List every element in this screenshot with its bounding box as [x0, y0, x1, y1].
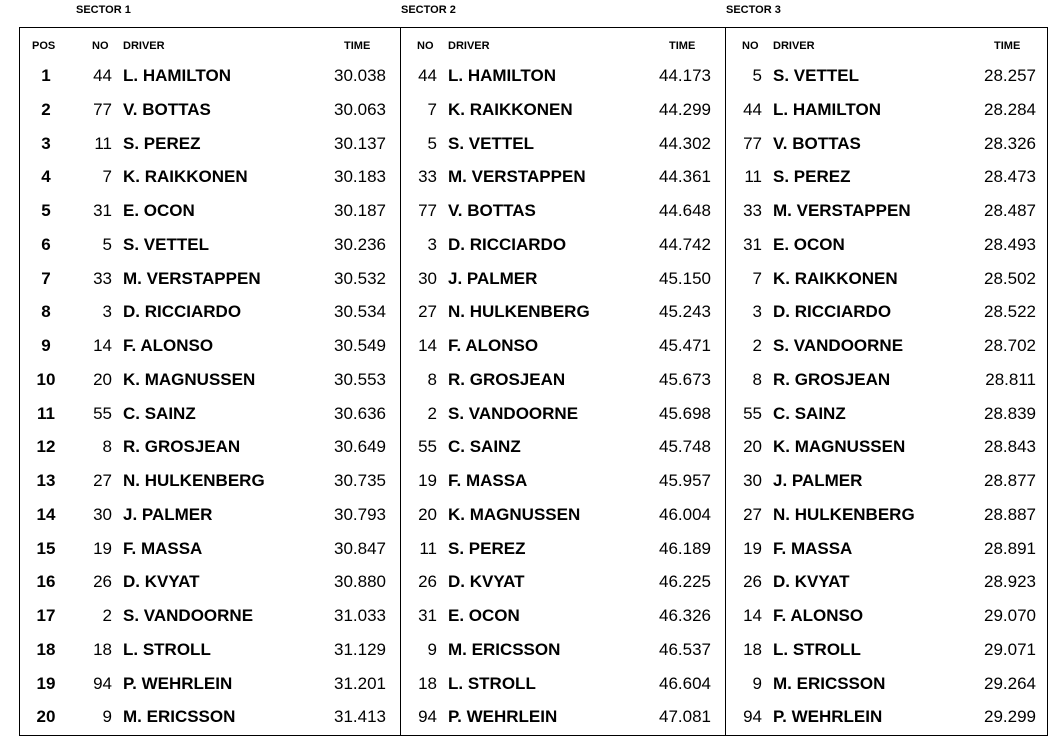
driver-name: E. OCON: [773, 235, 845, 254]
time-header: TIME: [994, 40, 1021, 52]
driver-name: L. STROLL: [123, 640, 211, 659]
position-cell: 12: [36, 437, 56, 456]
sector-time: 45.150: [659, 269, 711, 288]
car-number: 2: [752, 336, 762, 355]
sector-time: 28.487: [984, 201, 1036, 220]
driver-name: K. RAIKKONEN: [448, 100, 573, 119]
driver-name: S. VETTEL: [448, 134, 534, 153]
sector-time: 46.004: [659, 505, 711, 524]
driver-name: K. RAIKKONEN: [123, 167, 248, 186]
car-number: 3: [752, 302, 762, 321]
driver-name: R. GROSJEAN: [448, 370, 566, 389]
sector-time: 46.225: [659, 572, 711, 591]
driver-name: K. RAIKKONEN: [773, 269, 898, 288]
car-number: 94: [93, 674, 112, 693]
driver-name: R. GROSJEAN: [773, 370, 891, 389]
position-cell: 17: [36, 606, 56, 625]
sector-time: 44.742: [659, 235, 711, 254]
driver-name: J. PALMER: [123, 505, 213, 524]
sector-time: 31.033: [334, 606, 386, 625]
car-number: 44: [418, 66, 437, 85]
sector-time: 30.880: [334, 572, 386, 591]
driver-name: F. ALONSO: [123, 336, 214, 355]
driver-name: D. RICCIARDO: [123, 302, 242, 321]
driver-name: P. WEHRLEIN: [123, 674, 233, 693]
sector-time: 44.302: [659, 134, 711, 153]
car-number: 8: [427, 370, 437, 389]
car-number: 11: [419, 539, 437, 558]
driver-name: S. PEREZ: [773, 167, 851, 186]
car-number: 11: [744, 167, 762, 186]
sector-time: 28.877: [984, 471, 1036, 490]
car-number: 33: [418, 167, 437, 186]
position-cell: 19: [36, 674, 56, 693]
sector-time: 29.299: [984, 707, 1036, 726]
no-header: NO: [417, 40, 434, 52]
pos-header: POS: [32, 40, 56, 52]
sector-time: 30.187: [334, 201, 386, 220]
car-number: 18: [418, 674, 437, 693]
car-number: 19: [743, 539, 762, 558]
car-number: 55: [418, 437, 437, 456]
car-number: 20: [93, 370, 112, 389]
sector-time: 45.748: [659, 437, 711, 456]
car-number: 33: [93, 269, 112, 288]
sector-time: 28.326: [984, 134, 1036, 153]
driver-name: D. KVYAT: [448, 572, 525, 591]
driver-name: P. WEHRLEIN: [448, 707, 558, 726]
car-number: 31: [93, 201, 112, 220]
car-number: 9: [427, 640, 437, 659]
sector-time: 44.361: [659, 167, 711, 186]
sector-time: 45.471: [659, 336, 711, 355]
position-cell: 8: [41, 302, 51, 321]
car-number: 26: [418, 572, 437, 591]
driver-name: F. MASSA: [123, 539, 203, 558]
sector-time: 46.537: [659, 640, 711, 659]
car-number: 8: [102, 437, 112, 456]
driver-name: D. RICCIARDO: [448, 235, 567, 254]
position-cell: 4: [41, 167, 51, 186]
sector-time: 46.189: [659, 539, 711, 558]
car-number: 19: [93, 539, 112, 558]
sector-time: 28.473: [984, 167, 1036, 186]
car-number: 30: [93, 505, 112, 524]
car-number: 30: [418, 269, 437, 288]
driver-name: R. GROSJEAN: [123, 437, 241, 456]
car-number: 31: [418, 606, 437, 625]
car-number: 26: [93, 572, 112, 591]
sector-time: 30.137: [334, 134, 386, 153]
car-number: 8: [752, 370, 762, 389]
car-number: 7: [752, 269, 762, 288]
driver-name: F. ALONSO: [448, 336, 539, 355]
sector-time: 29.071: [984, 640, 1036, 659]
car-number: 14: [418, 336, 437, 355]
sector-time: 30.534: [334, 302, 386, 321]
car-number: 77: [93, 100, 112, 119]
position-cell: 7: [41, 269, 51, 288]
car-number: 11: [94, 134, 112, 153]
sector-time: 44.299: [659, 100, 711, 119]
car-number: 20: [418, 505, 437, 524]
position-cell: 10: [36, 370, 56, 389]
sector-time: 30.549: [334, 336, 386, 355]
car-number: 27: [418, 302, 437, 321]
car-number: 3: [427, 235, 437, 254]
driver-name: K. MAGNUSSEN: [123, 370, 256, 389]
car-number: 20: [743, 437, 762, 456]
driver-name: D. RICCIARDO: [773, 302, 892, 321]
car-number: 18: [743, 640, 762, 659]
sector-time: 30.793: [334, 505, 386, 524]
car-number: 14: [743, 606, 762, 625]
car-number: 31: [743, 235, 762, 254]
driver-name: D. KVYAT: [123, 572, 200, 591]
sector-time: 47.081: [659, 707, 711, 726]
sector-time: 28.522: [984, 302, 1036, 321]
sector-time: 30.063: [334, 100, 386, 119]
position-cell: 20: [36, 707, 56, 726]
car-number: 77: [743, 134, 762, 153]
driver-name: V. BOTTAS: [123, 100, 211, 119]
driver-name: S. PEREZ: [123, 134, 201, 153]
sector-2-title: SECTOR 2: [401, 4, 456, 16]
sector-time: 28.284: [984, 100, 1036, 119]
sector-3-title: SECTOR 3: [726, 4, 781, 16]
time-header: TIME: [344, 40, 371, 52]
position-cell: 16: [36, 572, 56, 591]
driver-name: N. HULKENBERG: [123, 471, 265, 490]
position-cell: 1: [41, 66, 51, 85]
sector-time: 45.243: [659, 302, 711, 321]
sector-divider: [725, 27, 726, 736]
car-number: 44: [743, 100, 762, 119]
driver-name: M. VERSTAPPEN: [123, 269, 261, 288]
driver-name: S. VANDOORNE: [448, 404, 579, 423]
driver-name: F. MASSA: [773, 539, 853, 558]
driver-name: S. VANDOORNE: [773, 336, 904, 355]
sector-1-title: SECTOR 1: [76, 4, 131, 16]
car-number: 7: [102, 167, 112, 186]
sector-time: 28.923: [984, 572, 1036, 591]
sector-time: 30.847: [334, 539, 386, 558]
car-number: 5: [427, 134, 437, 153]
sector-time: 28.702: [984, 336, 1036, 355]
sector-time: 31.129: [334, 640, 386, 659]
sector-time: 28.843: [984, 437, 1036, 456]
car-number: 5: [102, 235, 112, 254]
car-number: 9: [102, 707, 112, 726]
sector-time: 31.413: [334, 707, 386, 726]
driver-name: J. PALMER: [448, 269, 538, 288]
driver-name: F. MASSA: [448, 471, 528, 490]
car-number: 94: [418, 707, 437, 726]
driver-name: M. VERSTAPPEN: [773, 201, 911, 220]
driver-name: E. OCON: [123, 201, 195, 220]
car-number: 94: [743, 707, 762, 726]
sector-time: 28.839: [984, 404, 1036, 423]
sector-time: 31.201: [334, 674, 386, 693]
sector-time: 44.173: [659, 66, 711, 85]
sector-time: 45.957: [659, 471, 711, 490]
driver-name: L. STROLL: [448, 674, 536, 693]
sector-time: 29.264: [984, 674, 1036, 693]
time-header: TIME: [669, 40, 696, 52]
car-number: 7: [427, 100, 437, 119]
position-cell: 6: [41, 235, 51, 254]
sector-time: 45.698: [659, 404, 711, 423]
car-number: 33: [743, 201, 762, 220]
sector-time: 28.891: [984, 539, 1036, 558]
car-number: 26: [743, 572, 762, 591]
driver-name: L. STROLL: [773, 640, 861, 659]
driver-name: M. VERSTAPPEN: [448, 167, 586, 186]
driver-name: F. ALONSO: [773, 606, 864, 625]
sector-time: 28.493: [984, 235, 1036, 254]
car-number: 3: [102, 302, 112, 321]
no-header: NO: [92, 40, 109, 52]
sector-time: 30.038: [334, 66, 386, 85]
driver-name: C. SAINZ: [773, 404, 846, 423]
driver-header: DRIVER: [448, 40, 490, 52]
sector-time: 28.502: [984, 269, 1036, 288]
sector-time: 28.887: [984, 505, 1036, 524]
driver-name: N. HULKENBERG: [773, 505, 915, 524]
sector-divider: [400, 27, 401, 736]
driver-name: M. ERICSSON: [773, 674, 886, 693]
position-cell: 15: [36, 539, 56, 558]
sector-time: 44.648: [659, 201, 711, 220]
driver-name: J. PALMER: [773, 471, 863, 490]
driver-name: S. VETTEL: [123, 235, 209, 254]
car-number: 5: [752, 66, 762, 85]
sector-time: 46.604: [659, 674, 711, 693]
car-number: 44: [93, 66, 112, 85]
driver-name: S. VANDOORNE: [123, 606, 254, 625]
position-cell: 2: [41, 100, 51, 119]
driver-name: V. BOTTAS: [773, 134, 861, 153]
sector-time: 30.183: [334, 167, 386, 186]
position-cell: 11: [37, 404, 55, 423]
car-number: 30: [743, 471, 762, 490]
driver-name: K. MAGNUSSEN: [773, 437, 906, 456]
driver-name: V. BOTTAS: [448, 201, 536, 220]
position-cell: 13: [36, 471, 56, 490]
sector-time: 30.649: [334, 437, 386, 456]
driver-name: S. PEREZ: [448, 539, 526, 558]
sector-time: 30.636: [334, 404, 386, 423]
sector-time: 46.326: [659, 606, 711, 625]
driver-name: K. MAGNUSSEN: [448, 505, 581, 524]
driver-name: C. SAINZ: [448, 437, 521, 456]
driver-header: DRIVER: [123, 40, 165, 52]
driver-name: S. VETTEL: [773, 66, 859, 85]
driver-name: L. HAMILTON: [123, 66, 231, 85]
no-header: NO: [742, 40, 759, 52]
car-number: 2: [102, 606, 112, 625]
car-number: 55: [93, 404, 112, 423]
car-number: 27: [743, 505, 762, 524]
car-number: 77: [418, 201, 437, 220]
car-number: 27: [93, 471, 112, 490]
sector-time: 30.553: [334, 370, 386, 389]
driver-name: M. ERICSSON: [448, 640, 561, 659]
car-number: 14: [93, 336, 112, 355]
position-cell: 9: [41, 336, 51, 355]
sector-time: 30.236: [334, 235, 386, 254]
position-cell: 14: [36, 505, 56, 524]
car-number: 9: [752, 674, 762, 693]
sector-time: 28.811: [985, 370, 1036, 389]
driver-name: E. OCON: [448, 606, 520, 625]
sector-time: 29.070: [984, 606, 1036, 625]
driver-name: L. HAMILTON: [448, 66, 556, 85]
position-cell: 5: [41, 201, 51, 220]
driver-header: DRIVER: [773, 40, 815, 52]
sector-time: 28.257: [984, 66, 1036, 85]
car-number: 55: [743, 404, 762, 423]
car-number: 18: [93, 640, 112, 659]
driver-name: L. HAMILTON: [773, 100, 881, 119]
sector-time: 45.673: [659, 370, 711, 389]
driver-name: C. SAINZ: [123, 404, 196, 423]
driver-name: D. KVYAT: [773, 572, 850, 591]
car-number: 2: [427, 404, 437, 423]
car-number: 19: [418, 471, 437, 490]
position-cell: 3: [41, 134, 51, 153]
sector-time: 30.532: [334, 269, 386, 288]
driver-name: P. WEHRLEIN: [773, 707, 883, 726]
sector-time: 30.735: [334, 471, 386, 490]
driver-name: M. ERICSSON: [123, 707, 236, 726]
position-cell: 18: [36, 640, 56, 659]
driver-name: N. HULKENBERG: [448, 302, 590, 321]
